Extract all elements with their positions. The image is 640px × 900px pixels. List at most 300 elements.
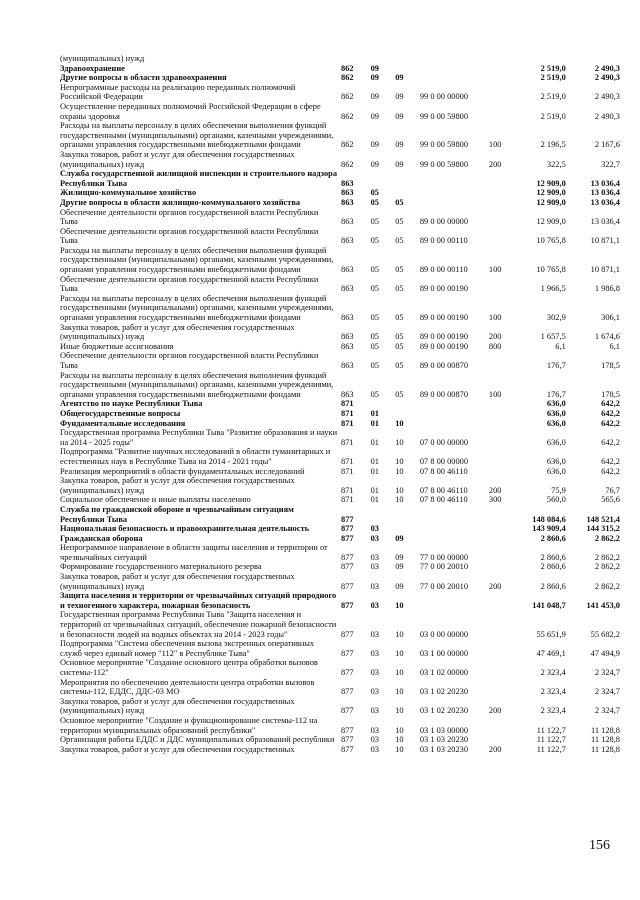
ministry-code: 871 bbox=[341, 437, 354, 447]
section-code: 01 bbox=[370, 456, 379, 466]
amount-year-2: 2 490,3 bbox=[594, 63, 620, 73]
section-code: 03 bbox=[370, 725, 379, 735]
expense-type-code: 200 bbox=[488, 159, 502, 169]
section-code: 03 bbox=[370, 600, 379, 610]
budget-table bbox=[60, 54, 620, 754]
ministry-code: 871 bbox=[341, 408, 354, 418]
amount-year-1: 6,1 bbox=[555, 341, 566, 351]
row-name: Защита населения и территории от чрезвычайных ситуаций природного и техногенного характера, пожарная безопасность bbox=[60, 591, 337, 610]
subsection-code: 05 bbox=[395, 197, 404, 207]
row-name: Закупка товаров, работ и услуг для обеспечения государственных (муниципальных) нужд bbox=[60, 149, 295, 169]
section-code: 09 bbox=[370, 73, 379, 83]
table-row bbox=[60, 745, 620, 755]
table-row bbox=[60, 658, 620, 677]
amount-year-2: 2 862,2 bbox=[594, 552, 620, 562]
table-row bbox=[60, 610, 620, 639]
section-code: 03 bbox=[370, 562, 379, 572]
ministry-code: 877 bbox=[341, 725, 354, 735]
subsection-code: 09 bbox=[395, 140, 404, 150]
subsection-code: 10 bbox=[395, 466, 404, 476]
row-name: Государственная программа Республики Тыва "Защита населения и территорий от чрезвычайных ситуаций, обеспечение пожарной безопасности и безопасности людей на водных объектах на 2014 - 2023 годы" bbox=[60, 610, 337, 639]
amount-year-1: 2 860,6 bbox=[540, 581, 566, 591]
amount-year-1: 2 860,6 bbox=[540, 552, 566, 562]
amount-year-1: 1 966,5 bbox=[540, 284, 566, 294]
target-article-code: 89 0 00 00000 bbox=[419, 217, 469, 227]
section-code: 01 bbox=[370, 418, 379, 428]
amount-year-2: 148 521,4 bbox=[586, 514, 620, 524]
ministry-code: 863 bbox=[341, 217, 354, 227]
subsection-code: 10 bbox=[395, 648, 404, 658]
amount-year-2: 76,7 bbox=[605, 485, 620, 495]
subsection-code: 10 bbox=[395, 706, 404, 716]
subsection-code: 10 bbox=[395, 485, 404, 495]
table-row bbox=[60, 150, 620, 169]
amount-year-1: 636,0 bbox=[546, 456, 566, 466]
amount-year-1: 636,0 bbox=[546, 418, 566, 428]
target-article-code: 03 1 03 20230 bbox=[419, 744, 469, 754]
amount-year-2: 178,5 bbox=[601, 361, 620, 370]
target-article-code: 03 1 02 00000 bbox=[419, 668, 469, 677]
section-code: 05 bbox=[370, 197, 379, 207]
table-row bbox=[60, 505, 620, 524]
target-article-code: 89 0 00 00190 bbox=[419, 332, 469, 342]
row-name: Другие вопросы в области здравоохранения bbox=[60, 73, 227, 83]
subsection-code: 09 bbox=[395, 533, 404, 543]
ministry-code: 871 bbox=[341, 495, 354, 505]
amount-year-2: 642,2 bbox=[601, 466, 620, 476]
ministry-code: 877 bbox=[341, 668, 354, 677]
amount-year-2: 642,2 bbox=[601, 456, 620, 466]
subsection-code: 09 bbox=[395, 73, 404, 83]
ministry-code: 877 bbox=[341, 735, 354, 745]
amount-year-2: 2 862,2 bbox=[594, 581, 620, 591]
row-name: Организация работы ЕДДС и ДДС муниципальных образований республики bbox=[60, 735, 335, 745]
section-code: 01 bbox=[370, 495, 379, 505]
table-row bbox=[60, 572, 620, 591]
row-name: Служба государственной жилищной инспекции и строительного надзора Республики Тыва bbox=[60, 169, 338, 188]
amount-year-1: 2 860,6 bbox=[540, 533, 566, 543]
amount-year-2: 55 682,2 bbox=[590, 629, 620, 639]
ministry-code: 871 bbox=[341, 399, 354, 409]
target-article-code: 03 1 03 00000 bbox=[419, 725, 469, 735]
ministry-code: 877 bbox=[341, 648, 354, 658]
row-name: Здравоохранение bbox=[60, 63, 125, 73]
amount-year-2: 1 986,8 bbox=[594, 284, 620, 294]
section-code: 09 bbox=[370, 140, 379, 150]
section-code: 09 bbox=[370, 159, 379, 169]
amount-year-2: 642,2 bbox=[601, 408, 620, 418]
table-row bbox=[60, 351, 620, 370]
ministry-code: 877 bbox=[341, 524, 354, 534]
amount-year-1: 176,7 bbox=[546, 361, 566, 370]
target-article-code: 07 0 00 00000 bbox=[419, 437, 469, 447]
target-article-code: 07 8 00 46110 bbox=[419, 466, 468, 476]
ministry-code: 871 bbox=[341, 485, 354, 495]
subsection-code: 10 bbox=[395, 735, 404, 745]
table-row bbox=[60, 591, 620, 610]
amount-year-2: 2 324,7 bbox=[594, 668, 620, 677]
amount-year-1: 2 860,6 bbox=[540, 562, 566, 572]
amount-year-2: 178,5 bbox=[601, 389, 620, 399]
subsection-code: 09 bbox=[395, 159, 404, 169]
section-code: 03 bbox=[370, 581, 379, 591]
target-article-code: 77 0 00 20010 bbox=[419, 562, 469, 572]
table-row bbox=[60, 83, 620, 102]
amount-year-1: 2 323,4 bbox=[540, 687, 566, 697]
section-code: 03 bbox=[370, 744, 379, 754]
amount-year-2: 642,2 bbox=[601, 399, 620, 409]
section-code: 05 bbox=[370, 265, 379, 275]
subsection-code: 05 bbox=[395, 389, 404, 399]
amount-year-2: 13 036,4 bbox=[590, 217, 620, 227]
amount-year-1: 2 519,0 bbox=[540, 73, 566, 83]
row-name: Государственная программа Республики Тыва "Развитие образования и науки на 2014 - 2025 годы" bbox=[60, 428, 338, 447]
amount-year-2: 565,6 bbox=[601, 495, 620, 505]
amount-year-1: 12 909,0 bbox=[536, 188, 566, 198]
ministry-code: 877 bbox=[341, 514, 354, 524]
row-name: Формирование государственного материального резерва bbox=[60, 562, 262, 572]
section-code: 03 bbox=[370, 552, 379, 562]
target-article-code: 99 0 00 00000 bbox=[419, 92, 469, 102]
table-row bbox=[60, 419, 620, 429]
target-article-code: 07 8 00 46110 bbox=[419, 495, 468, 505]
ministry-code: 877 bbox=[341, 629, 354, 639]
row-name: Осуществление переданных полномочий Российской Федерации в сфере охраны здоровья bbox=[60, 101, 321, 121]
amount-year-2: 13 036,4 bbox=[590, 197, 620, 207]
section-code: 09 bbox=[370, 63, 379, 73]
amount-year-1: 2 196,5 bbox=[540, 140, 566, 150]
amount-year-2: 47 494,9 bbox=[590, 648, 620, 658]
expense-type-code: 800 bbox=[488, 341, 502, 351]
target-article-code: 89 0 00 00870 bbox=[419, 361, 469, 370]
amount-year-2: 141 453,0 bbox=[586, 600, 620, 610]
row-name: Гражданская оборона bbox=[60, 533, 143, 543]
section-code: 05 bbox=[370, 284, 379, 294]
row-name: Агентство по науке Республики Тыва bbox=[60, 399, 203, 409]
subsection-code: 09 bbox=[395, 111, 404, 121]
subsection-code: 10 bbox=[395, 495, 404, 505]
amount-year-2: 2 324,7 bbox=[594, 687, 620, 697]
amount-year-1: 11 122,7 bbox=[536, 744, 566, 754]
table-row bbox=[60, 188, 620, 198]
expense-type-code: 100 bbox=[488, 140, 502, 150]
row-name: Закупка товаров, работ и услуг для обеспечения государственных (муниципальных) нужд bbox=[60, 322, 295, 342]
amount-year-2: 11 128,8 bbox=[590, 725, 620, 735]
row-name: Иные бюджетные ассигнования bbox=[60, 341, 174, 351]
amount-year-2: 2 324,7 bbox=[594, 706, 620, 716]
row-name: (муниципальных) нужд bbox=[60, 54, 145, 63]
row-name: Основное мероприятие "Создание и функционирование системы-112 на территории муниципальных образований республики" bbox=[60, 715, 318, 735]
expense-type-code: 200 bbox=[488, 581, 502, 591]
row-name: Обеспечение деятельности органов государственной власти Республики Тыва bbox=[60, 274, 319, 294]
table-row bbox=[60, 476, 620, 495]
table-row bbox=[60, 495, 620, 505]
row-name: Расходы на выплаты персоналу в целях обеспечения выполнения функций государственными (муниципальными) органами, казенными учреждениями, органами управления государственными внебюджетными фондами bbox=[60, 245, 334, 275]
section-code: 01 bbox=[370, 466, 379, 476]
amount-year-2: 11 128,8 bbox=[590, 744, 620, 754]
row-name: Мероприятия по обеспечению деятельности центра отработки вызовов системы-112, ЕДДС, ДДС-03 МО bbox=[60, 677, 315, 697]
subsection-code: 10 bbox=[395, 668, 404, 677]
target-article-code: 03 1 00 00000 bbox=[419, 648, 469, 658]
ministry-code: 877 bbox=[341, 687, 354, 697]
ministry-code: 863 bbox=[341, 197, 354, 207]
table-row bbox=[60, 73, 620, 83]
row-name: Обеспечение деятельности органов государственной власти Республики Тыва bbox=[60, 207, 319, 227]
subsection-code: 05 bbox=[395, 313, 404, 323]
target-article-code: 03 0 00 00000 bbox=[419, 629, 469, 639]
table-row bbox=[60, 735, 620, 745]
expense-type-code: 200 bbox=[488, 744, 502, 754]
table-row bbox=[60, 678, 620, 697]
amount-year-2: 2 862,2 bbox=[594, 562, 620, 572]
target-article-code: 89 0 00 00190 bbox=[419, 341, 469, 351]
table-row bbox=[60, 323, 620, 342]
subsection-code: 09 bbox=[395, 581, 404, 591]
amount-year-1: 75,9 bbox=[551, 485, 566, 495]
target-article-code: 07 8 00 00000 bbox=[419, 456, 469, 466]
section-code: 05 bbox=[370, 188, 379, 198]
row-name: Закупка товаров, работ и услуг для обеспечения государственных (муниципальных) нужд bbox=[60, 696, 295, 716]
amount-year-1: 2 519,0 bbox=[540, 63, 566, 73]
amount-year-1: 47 469,1 bbox=[536, 648, 566, 658]
row-name: Другие вопросы в области жилищно-коммунального хозяйства bbox=[60, 197, 301, 207]
amount-year-1: 11 122,7 bbox=[536, 725, 566, 735]
ministry-code: 877 bbox=[341, 744, 354, 754]
section-code: 05 bbox=[370, 361, 379, 370]
ministry-code: 877 bbox=[341, 706, 354, 716]
subsection-code: 10 bbox=[395, 629, 404, 639]
amount-year-2: 2 490,3 bbox=[594, 73, 620, 83]
section-code: 03 bbox=[370, 648, 379, 658]
subsection-code: 10 bbox=[395, 687, 404, 697]
section-code: 05 bbox=[370, 313, 379, 323]
subsection-code: 05 bbox=[395, 265, 404, 275]
ministry-code: 877 bbox=[341, 581, 354, 591]
ministry-code: 871 bbox=[341, 456, 354, 466]
table-row bbox=[60, 294, 620, 323]
section-code: 03 bbox=[370, 706, 379, 716]
row-name: Расходы на выплаты персоналу в целях обеспечения выполнения функций государственными (муниципальными) органами, казенными учреждениями, органами управления государственными внебюджетными фондами bbox=[60, 293, 334, 323]
expense-type-code: 200 bbox=[488, 706, 502, 716]
amount-year-1: 2 519,0 bbox=[540, 92, 566, 102]
target-article-code: 99 0 00 59800 bbox=[419, 159, 469, 169]
row-name: Служба по гражданской обороне и чрезвычайным ситуациям Республики Тыва bbox=[60, 504, 294, 524]
subsection-code: 10 bbox=[395, 418, 404, 428]
ministry-code: 863 bbox=[341, 236, 354, 246]
table-row bbox=[60, 428, 620, 447]
ministry-code: 863 bbox=[341, 265, 354, 275]
section-code: 05 bbox=[370, 217, 379, 227]
amount-year-2: 322,7 bbox=[601, 159, 620, 169]
section-code: 05 bbox=[370, 341, 379, 351]
target-article-code: 77 0 00 00000 bbox=[419, 552, 469, 562]
amount-year-1: 12 909,0 bbox=[536, 197, 566, 207]
expense-type-code: 100 bbox=[488, 265, 502, 275]
ministry-code: 863 bbox=[341, 361, 354, 370]
section-code: 09 bbox=[370, 92, 379, 102]
table-row bbox=[60, 524, 620, 534]
table-row bbox=[60, 227, 620, 246]
subsection-code: 10 bbox=[395, 600, 404, 610]
amount-year-1: 143 909,4 bbox=[532, 524, 566, 534]
amount-year-1: 12 909,0 bbox=[536, 217, 566, 227]
target-article-code: 89 0 00 00190 bbox=[419, 313, 469, 323]
target-article-code: 03 1 03 20230 bbox=[419, 735, 469, 745]
row-name: Реализация мероприятий в области фундаментальных исследований bbox=[60, 466, 305, 476]
table-row bbox=[60, 198, 620, 208]
table-row bbox=[60, 534, 620, 544]
target-article-code: 89 0 00 00190 bbox=[419, 284, 469, 294]
subsection-code: 05 bbox=[395, 284, 404, 294]
expense-type-code: 100 bbox=[488, 313, 502, 323]
amount-year-1: 322,5 bbox=[546, 159, 566, 169]
amount-year-2: 13 036,4 bbox=[590, 178, 620, 188]
page-number: 156 bbox=[589, 838, 610, 853]
subsection-code: 05 bbox=[395, 361, 404, 370]
target-article-code: 89 0 00 00110 bbox=[419, 236, 468, 246]
ministry-code: 863 bbox=[341, 188, 354, 198]
amount-year-1: 2 519,0 bbox=[540, 111, 566, 121]
row-name: Фундаментальные исследования bbox=[60, 418, 186, 428]
ministry-code: 863 bbox=[341, 341, 354, 351]
ministry-code: 877 bbox=[341, 600, 354, 610]
expense-type-code: 200 bbox=[488, 332, 502, 342]
row-name: Общегосударственные вопросы bbox=[60, 408, 181, 418]
ministry-code: 871 bbox=[341, 466, 354, 476]
ministry-code: 863 bbox=[341, 178, 354, 188]
amount-year-2: 306,1 bbox=[601, 313, 620, 323]
table-row bbox=[60, 371, 620, 400]
ministry-code: 877 bbox=[341, 533, 354, 543]
subsection-code: 05 bbox=[395, 236, 404, 246]
amount-year-1: 148 084,6 bbox=[532, 514, 566, 524]
ministry-code: 863 bbox=[341, 389, 354, 399]
subsection-code: 10 bbox=[395, 456, 404, 466]
subsection-code: 09 bbox=[395, 92, 404, 102]
ministry-code: 877 bbox=[341, 562, 354, 572]
subsection-code: 05 bbox=[395, 341, 404, 351]
section-code: 01 bbox=[370, 408, 379, 418]
row-name: Национальная безопасность и правоохранительная деятельность bbox=[60, 524, 310, 534]
table-row bbox=[60, 275, 620, 294]
row-name: Основное мероприятие "Создание основного центра обработки вызовов системы-112" bbox=[60, 658, 318, 677]
amount-year-1: 636,0 bbox=[546, 437, 566, 447]
subsection-code: 10 bbox=[395, 744, 404, 754]
row-name: Непрограммное направление в области защиты населения и территории от чрезвычайных ситуаций bbox=[60, 543, 328, 562]
amount-year-1: 11 122,7 bbox=[536, 735, 566, 745]
table-row bbox=[60, 639, 620, 658]
table-row bbox=[60, 169, 620, 188]
section-code: 03 bbox=[370, 687, 379, 697]
table-row bbox=[60, 246, 620, 275]
ministry-code: 863 bbox=[341, 313, 354, 323]
target-article-code: 03 1 02 20230 bbox=[419, 687, 469, 697]
section-code: 01 bbox=[370, 437, 379, 447]
expense-type-code: 200 bbox=[488, 485, 502, 495]
row-name: Расходы на выплаты персоналу в целях обеспечения выполнения функций государственными (муниципальными) органами, казенными учреждениями, органами управления государственными внебюджетными фондами bbox=[60, 370, 334, 399]
ministry-code: 871 bbox=[341, 418, 354, 428]
subsection-code: 09 bbox=[395, 552, 404, 562]
amount-year-1: 636,0 bbox=[546, 466, 566, 476]
table-row bbox=[60, 399, 620, 409]
amount-year-2: 13 036,4 bbox=[590, 188, 620, 198]
table-row bbox=[60, 543, 620, 562]
subsection-code: 09 bbox=[395, 562, 404, 572]
section-code: 03 bbox=[370, 524, 379, 534]
table-row bbox=[60, 64, 620, 74]
ministry-code: 862 bbox=[341, 159, 354, 169]
target-article-code: 99 0 00 59800 bbox=[419, 140, 469, 150]
subsection-code: 10 bbox=[395, 725, 404, 735]
table-row bbox=[60, 208, 620, 227]
expense-type-code: 100 bbox=[488, 389, 502, 399]
row-name: Закупка товаров, работ и услуг для обеспечения государственных bbox=[60, 744, 295, 754]
amount-year-1: 636,0 bbox=[546, 399, 566, 409]
row-name: Закупка товаров, работ и услуг для обеспечения государственных (муниципальных) нужд bbox=[60, 572, 295, 591]
ministry-code: 862 bbox=[341, 92, 354, 102]
table-row bbox=[60, 716, 620, 735]
amount-year-2: 642,2 bbox=[601, 437, 620, 447]
amount-year-2: 10 871,1 bbox=[590, 236, 620, 246]
target-article-code: 89 0 00 00870 bbox=[419, 389, 469, 399]
section-code: 05 bbox=[370, 236, 379, 246]
ministry-code: 862 bbox=[341, 73, 354, 83]
amount-year-1: 141 048,7 bbox=[532, 600, 566, 610]
amount-year-1: 12 909,0 bbox=[536, 178, 566, 188]
table-row bbox=[60, 54, 620, 64]
ministry-code: 862 bbox=[341, 140, 354, 150]
row-name: Закупка товаров, работ и услуг для обеспечения государственных (муниципальных) нужд bbox=[60, 476, 295, 495]
amount-year-1: 2 323,4 bbox=[540, 668, 566, 677]
row-name: Расходы на выплаты персоналу в целях обеспечения выполнения функций государственными (муниципальными) органами, казенными учреждениями, органами управления государственными внебюджетными фондами bbox=[60, 121, 334, 150]
amount-year-2: 642,2 bbox=[601, 418, 620, 428]
ministry-code: 863 bbox=[341, 332, 354, 342]
amount-year-2: 2 490,3 bbox=[594, 92, 620, 102]
amount-year-1: 10 765,8 bbox=[536, 236, 566, 246]
target-article-code: 03 1 02 20230 bbox=[419, 706, 469, 716]
section-code: 03 bbox=[370, 668, 379, 677]
amount-year-1: 560,0 bbox=[546, 495, 566, 505]
amount-year-2: 2 862,2 bbox=[594, 533, 620, 543]
amount-year-1: 636,0 bbox=[546, 408, 566, 418]
target-article-code: 07 8 00 46110 bbox=[419, 485, 468, 495]
amount-year-2: 10 871,1 bbox=[590, 265, 620, 275]
amount-year-1: 2 323,4 bbox=[540, 706, 566, 716]
table-row bbox=[60, 467, 620, 477]
expense-type-code: 300 bbox=[488, 495, 502, 505]
table-row bbox=[60, 562, 620, 572]
section-code: 05 bbox=[370, 389, 379, 399]
row-name: Жилищно-коммунальное хозяйство bbox=[60, 188, 197, 198]
amount-year-2: 11 128,8 bbox=[590, 735, 620, 745]
amount-year-2: 1 674,6 bbox=[594, 332, 620, 342]
amount-year-2: 6,1 bbox=[609, 341, 620, 351]
target-article-code: 77 0 00 20010 bbox=[419, 581, 469, 591]
row-name: Непрограммные расходы на реализацию переданных полномочий Российской Федерации bbox=[60, 82, 296, 102]
subsection-code: 05 bbox=[395, 217, 404, 227]
amount-year-2: 2 490,3 bbox=[594, 111, 620, 121]
table-row bbox=[60, 342, 620, 352]
ministry-code: 862 bbox=[341, 111, 354, 121]
amount-year-2: 2 167,6 bbox=[594, 140, 620, 150]
amount-year-1: 10 765,8 bbox=[536, 265, 566, 275]
row-name: Обеспечение деятельности органов государственной власти Республики Тыва bbox=[60, 351, 319, 370]
subsection-code: 10 bbox=[395, 437, 404, 447]
amount-year-1: 302,9 bbox=[546, 313, 566, 323]
row-name: Социальное обеспечение и иные выплаты населению bbox=[60, 495, 251, 505]
subsection-code: 05 bbox=[395, 332, 404, 342]
section-code: 01 bbox=[370, 485, 379, 495]
